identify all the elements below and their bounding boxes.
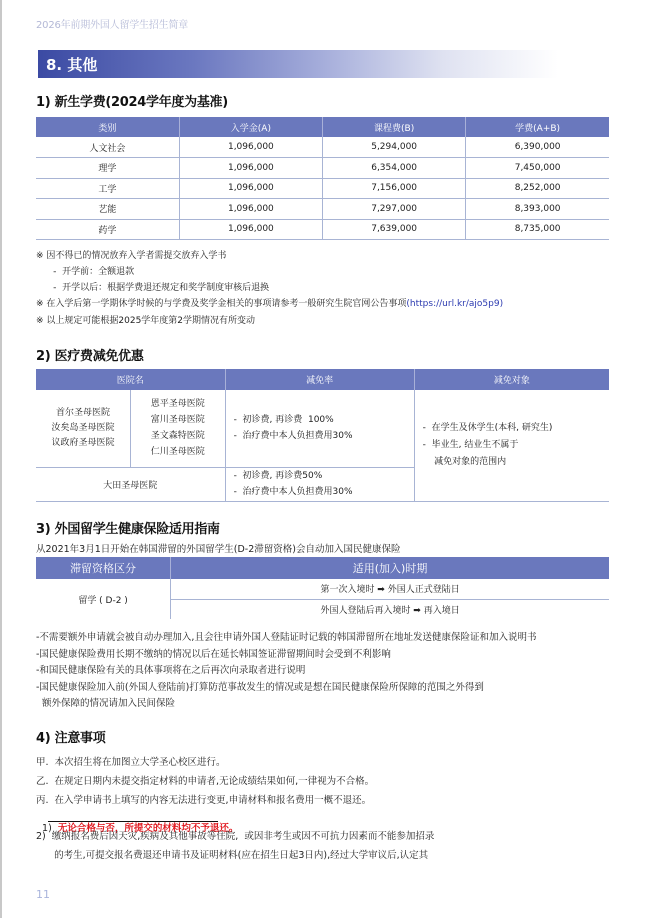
hospital-name: 首尔圣母医院 — [56, 407, 111, 418]
subitem-number: 1) — [42, 823, 58, 834]
discount-rate-cell — [225, 390, 414, 467]
category-cell: 艺能 — [36, 199, 179, 220]
total-fee-cell: 8,252,000 — [466, 178, 609, 199]
column-header: 课程费(B) — [323, 117, 466, 137]
course-fee-cell: 5,294,000 — [323, 137, 466, 158]
total-fee-cell: 8,735,000 — [466, 219, 609, 240]
total-fee-cell: 6,390,000 — [466, 137, 609, 158]
tuition-note: - 开学以后：根据学费退还规定和奖学制度审核后退换 — [36, 283, 270, 293]
target-line: 减免对象的范围内 — [422, 456, 507, 467]
caution-subitem: 的考生,可提交报名费退还申请书及证明材料(应在招生日起3日内),经过大学审议后,认定其 — [36, 850, 429, 861]
tuition-note — [36, 296, 503, 309]
insurance-note: -和国民健康保险有关的具体事项将在之后再次向录取者进行说明 — [36, 665, 306, 676]
column-header: 入学金(A) — [179, 117, 322, 137]
cautions-heading: 4) 注意事项 — [36, 731, 106, 746]
column-header: 医院名 — [36, 369, 225, 390]
insurance-note: -不需要额外申请就会被自动办理加入,且会往申请外国人登陆证时记载的韩国滞留所在地址发送健康保险证和加入说明书 — [36, 632, 537, 643]
hospital-name: 圣文森特医院 — [150, 431, 205, 442]
medical-discount-table — [36, 369, 609, 502]
course-fee-cell: 7,639,000 — [323, 219, 466, 240]
insurance-heading: 3) 外国留学生健康保险适用指南 — [36, 522, 220, 537]
section-title-bar — [38, 50, 558, 78]
tuition-table — [36, 117, 609, 240]
table-row — [36, 178, 609, 199]
insurance-note: -国民健康保险费用长期不缴纳的情况以后在延长韩国签证滞留期间时会受到不利影响 — [36, 649, 391, 660]
table-row — [36, 390, 609, 467]
table-row — [36, 158, 609, 179]
stay-status-cell: 留学 ( D-2 ) — [78, 595, 128, 606]
admission-fee-cell: 1,096,000 — [179, 137, 322, 158]
tuition-note: - 开学前：全额退款 — [36, 267, 135, 277]
notice-link[interactable]: (https://url.kr/ajo5p9) — [406, 299, 504, 309]
period-cell: 第一次入境时 ➡ 外国人正式登陆日 — [171, 579, 609, 599]
hospital-name: 仁川圣母医院 — [150, 447, 205, 458]
column-header: 滞留资格区分 — [36, 557, 171, 579]
admission-fee-cell: 1,096,000 — [179, 199, 322, 220]
column-header: 减免率 — [225, 369, 414, 390]
column-header: 学费(A+B) — [466, 117, 609, 137]
discount-rate-cell — [225, 467, 414, 501]
category-cell: 理学 — [36, 158, 179, 179]
rate-line: - 初诊费, 再诊费 100% — [233, 415, 334, 426]
admission-fee-cell: 1,096,000 — [179, 178, 322, 199]
target-line: - 毕业生, 结业生不属于 — [422, 439, 519, 450]
table-row — [36, 199, 609, 220]
caution-item: 甲. 本次招生将在加图立大学圣心校区进行。 — [36, 757, 226, 768]
table-row — [36, 137, 609, 158]
hospital-name: 议政府圣母医院 — [51, 437, 115, 448]
target-line: - 在学生及休学生(本科, 研究生) — [422, 422, 553, 433]
insurance-header-row — [36, 557, 609, 579]
admission-fee-cell: 1,096,000 — [179, 158, 322, 179]
hospital-group-right — [131, 390, 226, 467]
rate-line: - 初诊费, 再诊费50% — [233, 471, 323, 481]
caution-subitem: 2) 缴纳报名费后因天灾,疾病及其他事故等住院, 或因非考生或因不可抗力因素而不能参加招录 — [36, 831, 435, 842]
tuition-note: ※ 因不得已的情况放弃入学者需提交放弃入学书 — [36, 251, 227, 261]
insurance-intro: 从2021年3月1日开始在韩国滞留的外国留学生(D-2滞留资格)会自动加入国民健康保险 — [36, 544, 401, 555]
tuition-heading: 1) 新生学费(2024学年度为基准) — [36, 95, 228, 110]
table-row — [36, 219, 609, 240]
medical-heading: 2) 医疗费减免优惠 — [36, 349, 144, 364]
course-fee-cell: 6,354,000 — [323, 158, 466, 179]
insurance-note: 额外保障的情况请加入民间保险 — [36, 698, 176, 709]
admission-fee-cell: 1,096,000 — [179, 219, 322, 240]
hospital-group-left — [36, 390, 131, 467]
running-header: 2026年前期外国人留学生招生简章 — [36, 20, 189, 31]
course-fee-cell: 7,156,000 — [323, 178, 466, 199]
column-header: 类别 — [36, 117, 179, 137]
hospital-name: 恩平圣母医院 — [150, 399, 205, 410]
category-cell: 工学 — [36, 178, 179, 199]
hospital-name: 富川圣母医院 — [150, 415, 205, 426]
category-cell: 人文社会 — [36, 137, 179, 158]
caution-item: 丙. 在入学申请书上填写的内容无法进行变更,申请材料和报名费用一概不退还。 — [36, 795, 372, 806]
column-header: 适用(加入)时期 — [171, 557, 609, 579]
tuition-note-text: ※ 在入学后第一学期休学时候的与学费及奖学金相关的事项请参考一般研究生院官网公告事项 — [36, 299, 407, 309]
total-fee-cell: 8,393,000 — [466, 199, 609, 220]
medical-header-row — [36, 369, 609, 390]
period-cell: 外国人登陆后再入境时 ➡ 再入境日 — [171, 599, 609, 619]
category-cell: 药学 — [36, 219, 179, 240]
insurance-table — [36, 557, 609, 619]
hospital-name: 大田圣母医院 — [36, 467, 225, 501]
discount-target-cell — [414, 390, 609, 501]
table-row — [36, 579, 609, 599]
rate-line: - 治疗费中本人负担费用30% — [233, 487, 353, 497]
course-fee-cell: 7,297,000 — [323, 199, 466, 220]
total-fee-cell: 7,450,000 — [466, 158, 609, 179]
page-edge — [0, 0, 2, 918]
insurance-note: -国民健康保险加入前(外国人登陆前)打算防范事故发生的情况或是想在国民健康保险所保障的范围之外得到 — [36, 682, 484, 693]
section-title: 8. 其他 — [46, 56, 98, 74]
warning-underline — [48, 821, 218, 822]
tuition-note: ※ 以上规定可能根据2025学年度第2学期情况有所变动 — [36, 316, 256, 326]
column-header: 减免对象 — [414, 369, 609, 390]
page-number: 11 — [36, 888, 50, 901]
tuition-header-row — [36, 117, 609, 137]
no-refund-warning: 无论合格与否，所提交的材料均不予退还。 — [57, 823, 239, 834]
caution-item: 乙. 在规定日期内未提交指定材料的申请者,无论成绩结果如何,一律视为不合格。 — [36, 776, 375, 787]
hospital-name: 汝矣岛圣母医院 — [51, 422, 115, 433]
rate-line: - 治疗费中本人负担费用30% — [233, 431, 353, 442]
